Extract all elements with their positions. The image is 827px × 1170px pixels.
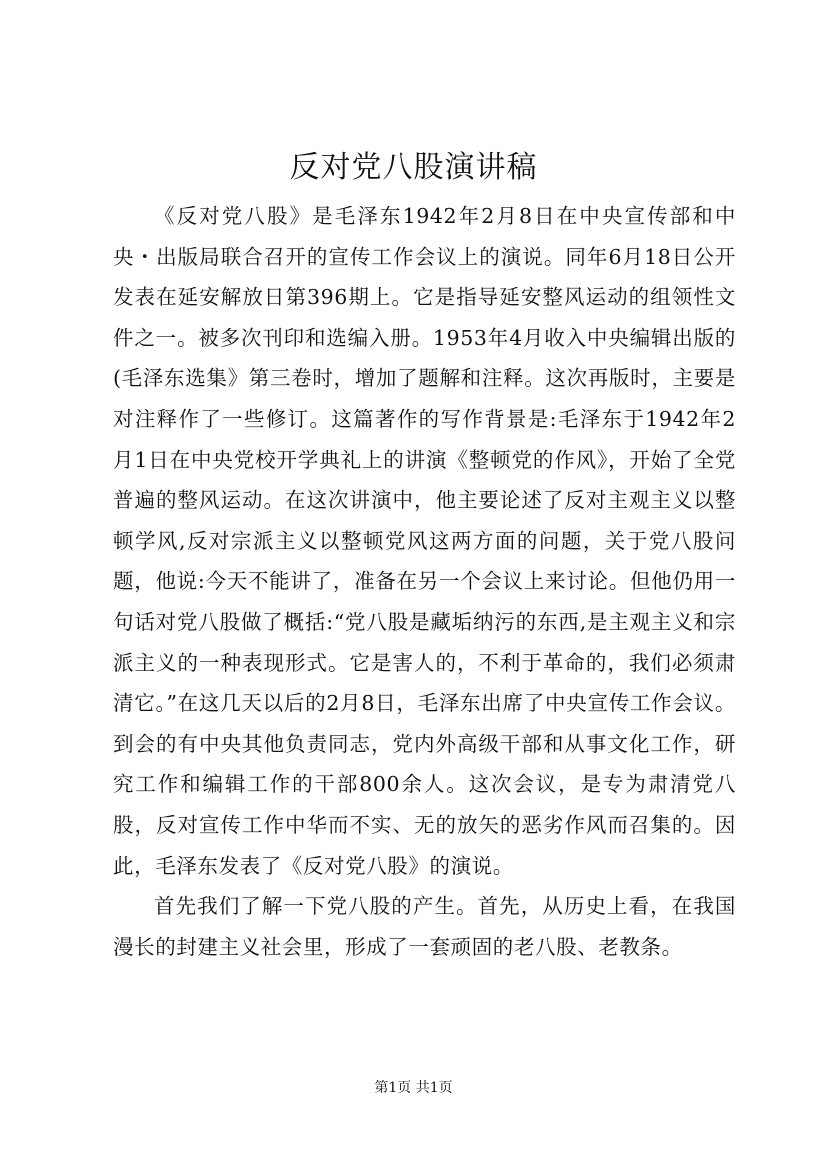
paragraph-origin: 首先我们了解一下党八股的产生。首先，从历史上看，在我国漫长的封建主义社会里，形成了一套顽固的老八股、老教条。 (113, 894, 736, 959)
page-footer: 第1页 共1页 (374, 1080, 453, 1096)
document-body (113, 196, 736, 967)
paragraph-background: 《反对党八股》是毛泽东1942年2月8日在中央宣传部和中央・出版局联合召开的宣传工作会议上的演说。同年6月18日公开发表在延安解放日第396期上。它是指导延安整风运动的组领性文件之一。被多次刊印和选编入册。1953年4月收入中央编辑出版的(毛泽东选集》第三卷时，增加了题解和注释。这次再版时，主要是对注释作了一些修订。这篇著作的写作背景是:毛泽东于1942年2月1日在中央党校开学典礼上的讲演《整顿党的作风》，开始了全党普遍的整风运动。在这次讲演中，他主要论述了反对主观主义以整顿学风,反对宗派主义以整顿党风这两方面的问题，关于党八股问题，他说:今天不能讲了，准备在另一个会议上来讨论。但他仍用一句话对党八股做了概括:“党八股是藏垢纳污的东西,是主观主义和宗派主义的一种表现形式。它是害人的，不利于革命的，我们必须肃清它。”在这几天以后的2月8日，毛泽东出席了中央宣传工作会议。到会的有中央其他负责同志，党内外高级干部和从事文化工作，研究工作和编辑工作的干部800余人。这次会议，是专为肃清党八股，反对宣传工作中华而不实、无的放矢的恶劣作风而召集的。因此，毛泽东发表了《反对党八股》的演说。 (113, 204, 736, 878)
document-title: 反对党八股演讲稿 (289, 150, 538, 185)
